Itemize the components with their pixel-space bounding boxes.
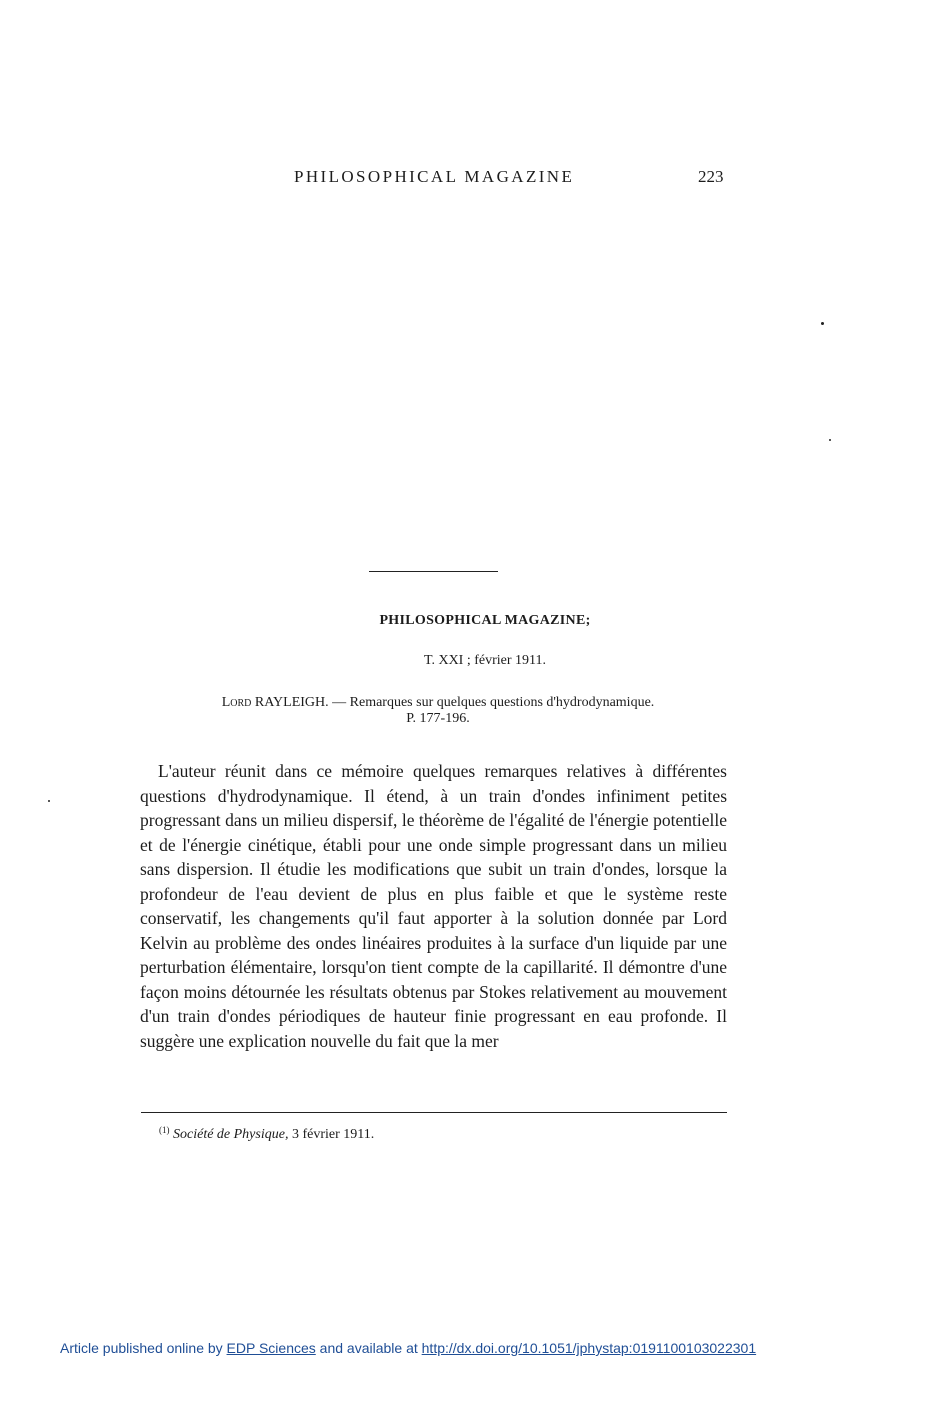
footnote <box>159 1125 374 1143</box>
article-heading <box>158 695 718 727</box>
author-name: RAYLEIGH. <box>254 695 329 710</box>
author-prefix: Lord <box>221 695 252 710</box>
publisher-line <box>60 1340 756 1356</box>
scan-speck <box>821 322 824 325</box>
scan-speck <box>829 439 831 441</box>
publisher-prefix: Article published online by <box>60 1340 223 1356</box>
scan-speck <box>48 800 50 802</box>
body-paragraph: L'auteur réunit dans ce mémoire quelques remarques relatives à différentes questions d'hydrodynamique. Il étend, à un train d'ondes infiniment petites progressant dans un milieu dispersif, le théorème de l'égalité de l'énergie potentielle et de l'énergie cinétique, établi pour une onde simple progressant dans un milieu sans dispersion. Il étudie les modifications que subit un train d'ondes, lorsque la profondeur de l'eau devient de plus en plus faible et que le système reste conservatif, les changements qu'il faut apporter à la solution donnée par Lord Kelvin au problème des ondes linéaires produites à la surface d'un liquide par une perturbation élémentaire, lorsqu'on tient compte de la capillarité. Il démontre d'une façon moins détournée les résultats obtenus par Stokes relativement au mouvement d'un train d'ondes périodiques de hauteur finie progressant en eau profonde. Il suggère une explication nouvelle du fait que la mer <box>140 761 727 1051</box>
article-body <box>140 759 727 1053</box>
page-number: 223 <box>698 167 724 186</box>
article-title: — Remarques sur quelques questions d'hydrodynamique. <box>332 695 655 710</box>
publisher-link[interactable]: EDP Sciences <box>226 1340 316 1356</box>
footnote-source: Société de Physique, <box>173 1127 289 1142</box>
article-pages: P. 177-196. <box>406 711 470 726</box>
running-title: PHILOSOPHICAL MAGAZINE <box>294 167 575 186</box>
section-divider <box>369 571 498 572</box>
issue-line: T. XXI ; février 1911. <box>423 653 547 668</box>
footnote-divider <box>141 1112 727 1113</box>
footnote-date: 3 février 1911. <box>291 1127 375 1142</box>
footnote-marker: (1) <box>159 1125 170 1135</box>
doi-link[interactable]: http://dx.doi.org/10.1051/jphystap:0191100103022301 <box>421 1340 757 1356</box>
journal-title: PHILOSOPHICAL MAGAZINE; <box>379 613 591 628</box>
publisher-middle: and available at <box>319 1340 418 1356</box>
